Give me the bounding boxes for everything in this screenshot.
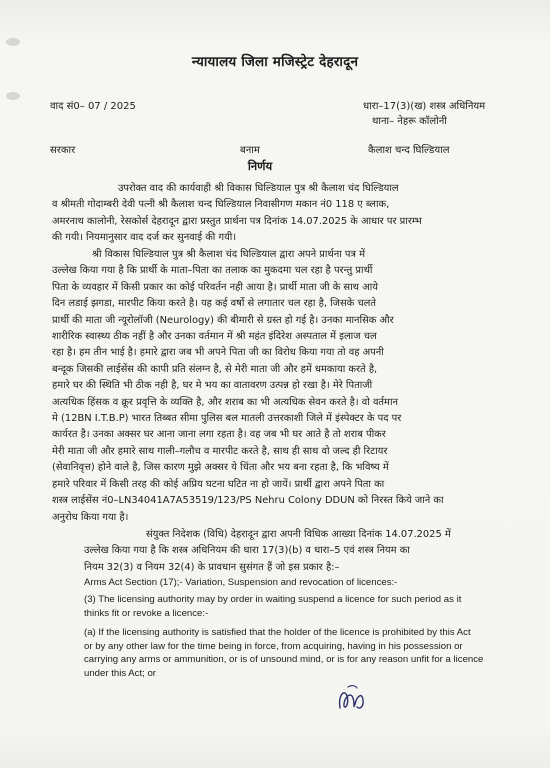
party-petitioner: सरकार (50, 145, 76, 156)
decision-heading: निर्णय (247, 159, 273, 173)
case-number: वाद सं0– 07 / 2025 (50, 101, 136, 112)
paragraph-line: श्री विकास घिल्डियाल पुत्र श्री कैलाश चंद घिल्डियाल द्वारा अपने प्रार्थना पत्र में (92, 249, 366, 260)
paragraph-line: हमारे परिवार में किसी तरह की कोई अप्रिय घटना घटित ना हो जायें। प्रार्थी द्वारा अपने पिता का (52, 478, 385, 490)
court-title: न्यायालय जिला मजिस्ट्रेट देहरादून (191, 54, 359, 70)
punch-hole-mark (6, 38, 20, 46)
paragraph-line: उल्लेख किया गया है कि प्रार्थी के माता–पिता का तलाक का मुकदमा चल रहा है परन्तु प्रार्थी (52, 265, 373, 277)
paragraph-line: उपरोक्त वाद की कार्यवाही श्री विकास घिल्डियाल पुत्र श्री कैलाश चंद घिल्डियाल (118, 183, 399, 194)
clause-line: (a) If the licensing authority is satisfied that the holder of the licence is prohibited by this Act (84, 627, 471, 638)
clause-3 (84, 593, 529, 620)
paragraph-line: संयुक्त निदेशक (विधि) देहरादून द्वारा अपनी विधिक आख्या दिनांक 14.07.2025 में (146, 529, 451, 540)
paragraph-line: हमारे घर की स्थिति भी ठीक नही है, घर मे भय का वातावरण उत्पन्न हो रखा है। मेरे पिताजी (52, 380, 373, 392)
paragraph-petition (52, 247, 526, 526)
paragraph-line: प्रार्थी की माता जी न्यूरोलॉजी (Neurology) की बीमारी से ग्रस्त हो गई है। उनका मानसिक और (52, 314, 394, 326)
paragraph-line: की गयी। नियमानुसार वाद दर्ज कर सुनवाई की गयी। (52, 232, 237, 244)
clause-line: under this Act; or (84, 667, 156, 679)
clause-line: thinks fit or revoke a licence:- (84, 607, 209, 619)
paragraph-line: नियम 32(3) व नियम 32(4) के प्रावधान सुसंगत हैं जो इस प्रकार है:– (84, 561, 340, 573)
clause-a (84, 626, 529, 680)
paragraph-line: पिता के व्यवहार में किसी प्रकार का कोई परिवर्तन नही आया है। प्रार्थी माता जी के साथ आये (52, 281, 378, 293)
paragraph-line: दिन लडाई झगडा, मारपीट किया करते है। यह कई वर्षो से लगातार चल रहा है, जिसके चलते (52, 298, 377, 310)
paragraph-line: बन्दूक जिसकी लाईसेंस की कापी प्रति संलग्न है, से मेरी माता जी और हमें धमकाया करते है, (52, 363, 378, 375)
clause-line: carrying any arms or ammunition, or is of unsound mind, or is for any reason unfit for a licence (84, 654, 484, 666)
versus-label: बनाम (240, 145, 260, 156)
paragraph-line: मे (12BN I.T.B.P) भारत तिब्बत सीमा पुलिस बल मातली उत्तरकाशी जिले में इंस्पेक्टर के पद पर (52, 413, 402, 425)
punch-hole-mark (6, 92, 20, 100)
arms-act-heading: Arms Act Section (17);- Variation, Suspension and revocation of licences:- (84, 577, 398, 588)
clause-line: (3) The licensing authority may by order in waiting suspend a licence for such period as it (84, 594, 462, 605)
clause-line: or by any other law for the time being in force, from acquiring, having in his possession or (84, 640, 463, 652)
paragraph-line: कार्यरत है। उनका अक्सर घर आना जाना लगा रहता है। वह जब भी घर आते है तो शराब पीकर (52, 429, 386, 441)
party-respondent: कैलाश चन्द घिल्डियाल (368, 145, 450, 156)
paragraph-line: उल्लेख किया गया है कि शस्त्र अधिनियम की धारा 17(3)(b) व धारा–5 एवं शस्त्र नियम का (84, 545, 410, 557)
paragraph-line: शारीरिक स्वास्थ्य ठीक नहीं है और उनका वर्तमान में श्री महंत इंदिरेश अस्पताल में इलाज चल (52, 331, 377, 343)
paragraph-line: अनुरोध किया गया है। (52, 511, 129, 523)
paragraph-line: अत्यधिक हिंसक व क्रूर प्रवृत्ति के व्यक्ति है, और शराब का भी अत्यधिक सेवन करते है। वो वर्तमान (52, 396, 399, 408)
paragraph-legal-report (84, 527, 528, 576)
paragraph-line: मेरी माता जी और हमारे साथ गाली–गलौच व मारपीट करते है, साथ ही साथ वो जल्द ही रिटायर (52, 445, 388, 457)
paragraph-line: शस्त्र लाईसेंस नं0–LN34041A7A53519/123/PS Nehru Colony DDUN को निरस्त किये जाने का (52, 495, 444, 507)
police-station: थाना– नेहरू कॉलोनी (372, 116, 447, 127)
paragraph-line: (सेवानिवृत्त) होने वाले है, जिस कारण मुझे अक्सर ये चिंता और भय बना रहता है, कि भविष्य में (52, 462, 389, 474)
signature-mark (334, 682, 370, 716)
paragraph-proceedings (52, 181, 526, 247)
paragraph-line: रहा है। हम तीन भाई है। हमारे द्वारा जब भी अपने पिता जी का विरोध किया गया तो वह अपनी (52, 347, 384, 359)
paragraph-line: अमरनाथ कालोनी, रेसकोर्स देहरादून द्वारा प्रस्तुत प्रार्थना पत्र दिनांक 14.07.2025 के आधार पर प्रारम्भ (52, 215, 422, 227)
paragraph-line: व श्रीमती गोदाम्बरी देवी पत्नी श्री कैलाश चन्द घिल्डियाल निवासीगण मकान नं0 118 ए ब्लाक, (52, 199, 390, 211)
act-section: धारा–17(3)(ख) शस्त्र अधिनियम (363, 101, 486, 112)
